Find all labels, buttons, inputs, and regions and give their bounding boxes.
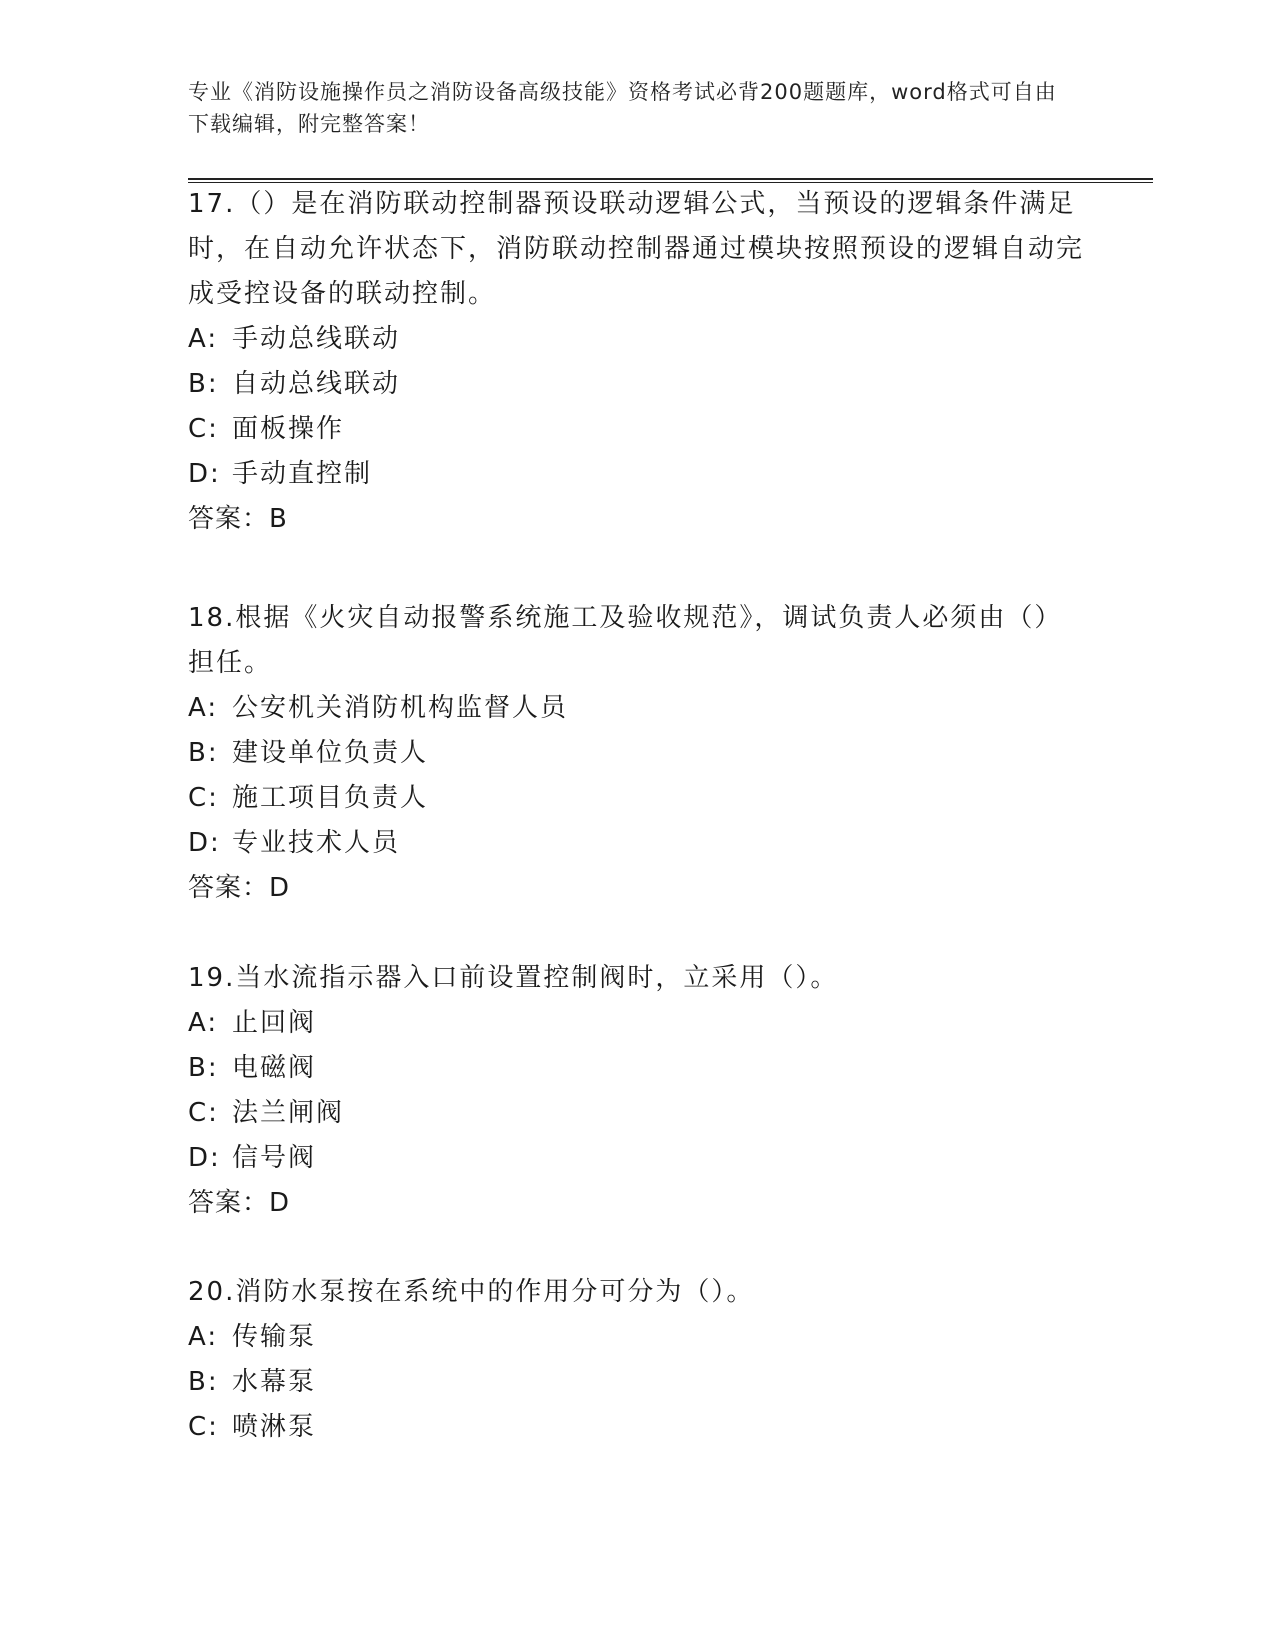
option-d [188,1136,1088,1181]
option-c [188,407,1088,452]
option-c [188,776,1088,821]
option-letter: D: [188,828,221,858]
question-20 [188,1270,1088,1450]
option-b [188,1046,1088,1091]
option-text: 专业技术人员 [232,828,401,858]
question-stem: 19.当水流指示器入口前设置控制阀时，立采用（）。 [188,963,839,993]
answer-line: 答案：B [188,504,288,534]
option-a [188,1315,1088,1360]
option-text: 信号阀 [232,1143,317,1173]
option-letter: A: [188,1008,219,1038]
option-text: 建设单位负责人 [232,738,429,768]
option-text: 手动总线联动 [232,324,401,354]
option-b [188,731,1088,776]
option-a [188,686,1088,731]
answer-line: 答案：D [188,873,291,903]
option-text: 电磁阀 [232,1053,317,1083]
question-19 [188,956,1088,1226]
question-17 [188,182,1088,542]
option-letter: A: [188,324,219,354]
option-c [188,1091,1088,1136]
option-b [188,1360,1088,1405]
option-d [188,452,1088,497]
option-text: 公安机关消防机构监督人员 [232,693,569,723]
option-a [188,1001,1088,1046]
option-letter: D: [188,1143,221,1173]
option-list [188,1315,1088,1450]
option-b [188,362,1088,407]
option-text: 喷淋泵 [232,1412,317,1442]
question-stem: 18.根据《火灾自动报警系统施工及验收规范》，调试负责人必须由（）担任。 [188,603,1063,678]
option-text: 法兰闸阀 [232,1098,345,1128]
answer-line: 答案：D [188,1188,291,1218]
option-letter: B: [188,738,219,768]
question-18 [188,596,1088,911]
option-a [188,317,1088,362]
option-text: 自动总线联动 [232,369,401,399]
question-stem: 17.（）是在消防联动控制器预设联动逻辑公式，当预设的逻辑条件满足时，在自动允许状态下，消防联动控制器通过模块按照预设的逻辑自动完成受控设备的联动控制。 [188,189,1085,309]
option-letter: A: [188,1322,219,1352]
question-stem: 20.消防水泵按在系统中的作用分可分为（）。 [188,1277,755,1307]
option-letter: C: [188,1412,219,1442]
option-text: 面板操作 [232,414,345,444]
option-letter: B: [188,369,219,399]
option-text: 传输泵 [232,1322,317,1352]
option-list [188,1001,1088,1181]
option-list [188,686,1088,866]
option-letter: B: [188,1367,219,1397]
option-letter: B: [188,1053,219,1083]
option-text: 止回阀 [232,1008,317,1038]
option-letter: C: [188,1098,219,1128]
option-d [188,821,1088,866]
option-list [188,317,1088,497]
option-letter: C: [188,783,219,813]
option-letter: C: [188,414,219,444]
option-c [188,1405,1088,1450]
option-text: 水幕泵 [232,1367,317,1397]
option-letter: D: [188,459,221,489]
document-header [188,76,1068,140]
option-text: 施工项目负责人 [232,783,429,813]
header-text: 专业《消防设施操作员之消防设备高级技能》资格考试必背200题题库，word格式可自由下载编辑，附完整答案！ [188,80,1057,136]
option-text: 手动直控制 [232,459,373,489]
option-letter: A: [188,693,219,723]
